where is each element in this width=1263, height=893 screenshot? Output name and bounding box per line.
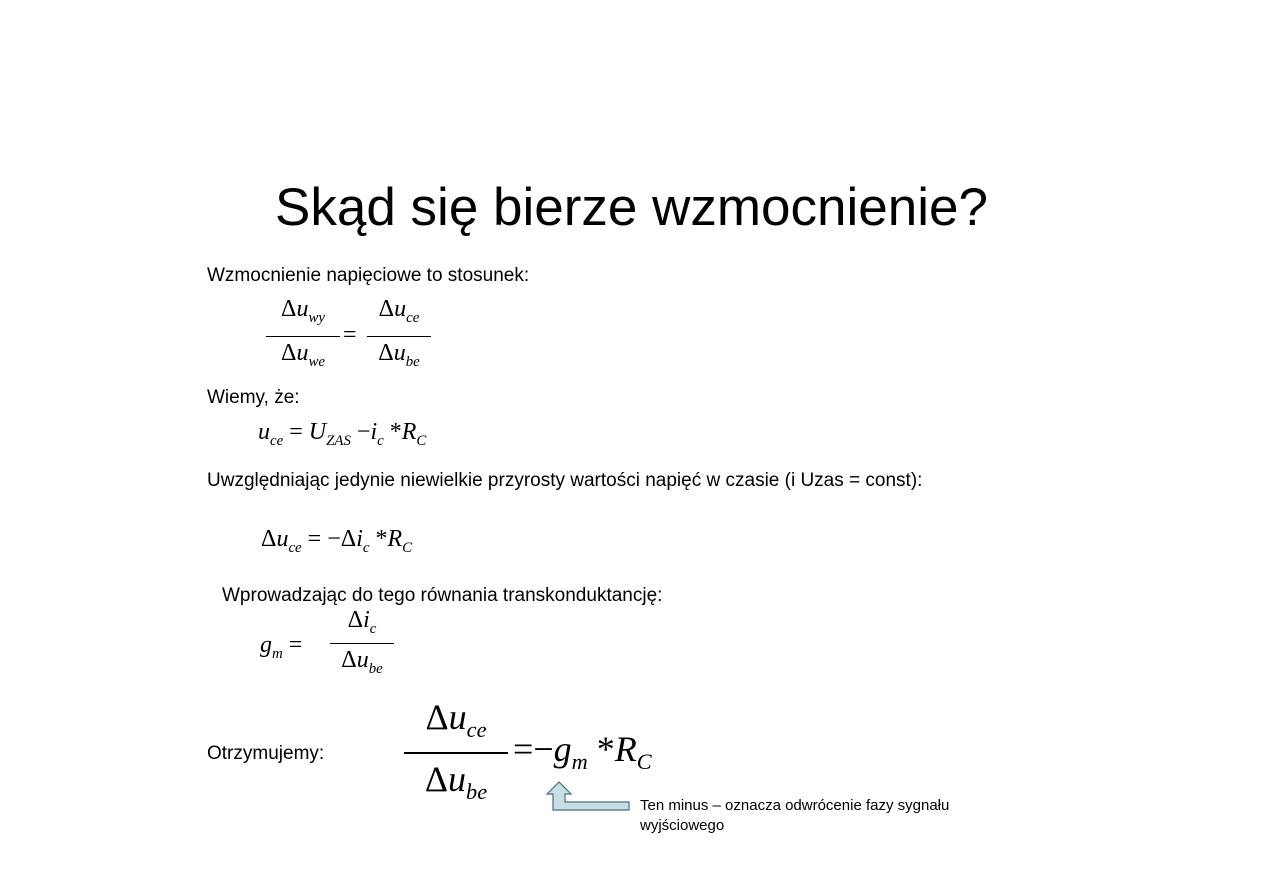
formula-result-rhs: $=-g_m$ $*R_C$ [513, 729, 652, 775]
formula-voltage-gain-fraction-left: $\Delta u_{wy}$ $\Delta u_{we}$ [266, 296, 340, 378]
formula-equals-sign: = [343, 322, 357, 348]
formula-transconductance-fraction: $\Delta i_c$ $\Delta u_{be}$ [330, 607, 394, 689]
annotation-line-1: Ten minus – oznacza odwrócenie fazy sygnału [640, 797, 950, 814]
formula-voltage-gain-fraction-right: $\Delta u_{ce}$ $\Delta u_{be}$ [367, 296, 431, 378]
annotation-line-2: wyjściowego [640, 817, 725, 834]
slide-title: Skąd się bierze wzmocnienie? [275, 178, 988, 237]
text-we-obtain: Otrzymujemy: [207, 743, 325, 764]
text-gain-definition: Wzmocnienie napięciowe to stosunek: [207, 265, 530, 286]
formula-collector-emitter-voltage: $u_{ce} = U_{ZAS} -i_c$ $*R_C$ [258, 419, 427, 449]
up-arrow-icon [545, 780, 635, 814]
formula-result-fraction: $\Delta u_{ce}$ $\Delta u_{be}$ [404, 696, 508, 816]
formula-delta-collector-emitter-voltage: $\Delta u_{ce} = -\Delta i_c$ $*R_C$ [261, 526, 413, 556]
formula-transconductance-lhs: $g_m$ = [260, 632, 303, 662]
text-introducing-transconductance: Wprowadzając do tego równania transkonduktancję: [222, 585, 663, 606]
text-small-increments: Uwzględniając jedynie niewielkie przyrosty wartości napięć w czasie (i Uzas = const): [207, 470, 923, 491]
text-we-know: Wiemy, że: [207, 387, 300, 408]
